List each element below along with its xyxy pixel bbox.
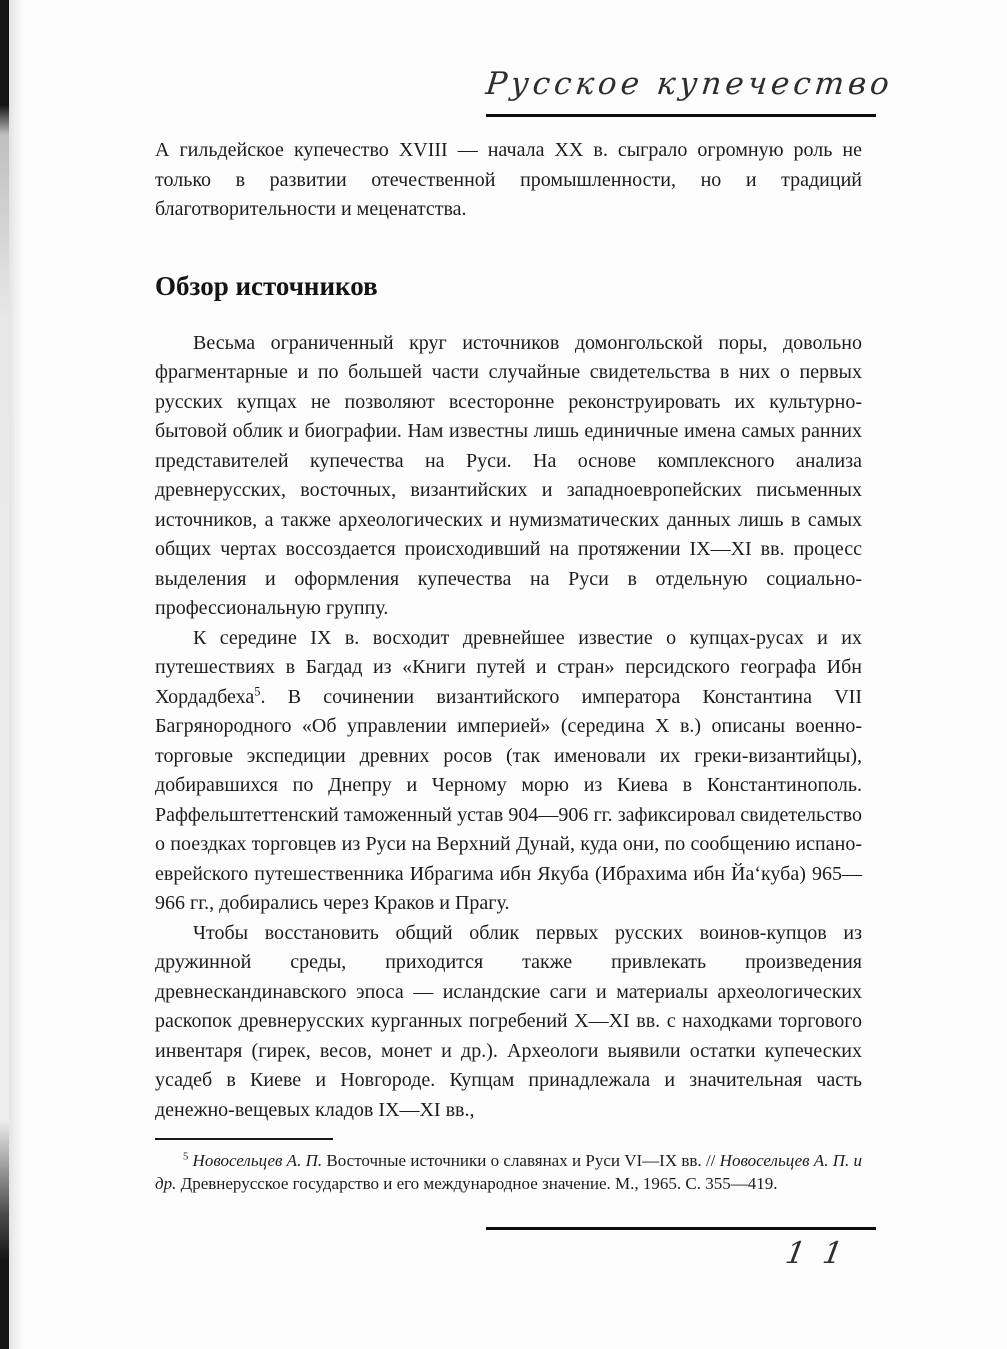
intro-paragraph: А гильдейское купечество XVIII — начала XX в. сыграло огромную роль не только в развитии отечественной промышленности, но и традиций благотворительности и меценатства. <box>155 139 862 220</box>
footer-rule <box>486 1227 876 1230</box>
paragraph-earliest-records <box>155 624 862 919</box>
footnote-text-1: Восточные источники о славянах и Руси VI—IX вв. // <box>322 1151 720 1170</box>
page-number: 11 <box>782 1236 864 1271</box>
scan-edge-shadow-soft <box>9 0 23 1349</box>
header-rule <box>486 114 876 117</box>
running-head: Русское купечество <box>484 66 895 102</box>
section-heading: Обзор источников <box>155 270 378 301</box>
footnote-block <box>155 1138 862 1195</box>
paragraph-warrior-merchants: Чтобы восстановить общий облик первых русских воинов-купцов из дружинной среды, приходится также привлекать произведения древнескандинавского эпоса — исландские саги и материалы археологических раскопок древнерусских курганных погребений X—XI вв. с находками торгового инвентаря (гирек, весов, монет и др.). Археологи выявили остатки купеческих усадеб в Киеве и Новгороде. Купцам принадлежала и значительная часть денежно-вещевых кладов IX—XI вв., <box>155 921 862 1121</box>
footnote-reference-marker: 5 <box>254 683 261 698</box>
paragraph-sources-overview: Весьма ограниченный круг источников домонгольской поры, довольно фрагментарные и по большей части случайные свидетельства в них о первых русских купцах не позволяют всесторонне реконструировать их культурно-бытовой облик и биографии. Нам известны лишь единичные имена самых ранних представителей купечества на Руси. На основе комплексного анализа древнерусских, восточных, византийских и западноевропейских письменных источников, а также археологических и нумизматических данных лишь в самых общих чертах воссоздается происходивший на протяжении IX—XI вв. процесс выделения и оформления купечества на Руси в отдельную социально-профессиональную группу. <box>155 331 862 619</box>
footnote-author-1: Новосельцев А. П. <box>192 1151 323 1170</box>
footnote <box>155 1149 862 1195</box>
footnote-author-2: Новосельцев А. П. и др. <box>155 1151 863 1193</box>
page-content <box>155 136 862 1125</box>
footnote-text-2: Древнерусское государство и его международное значение. М., 1965. С. 355—419. <box>176 1174 778 1193</box>
scan-edge-shadow <box>0 0 9 1349</box>
paragraph-earliest-records-text-after: . В сочинении византийского императора Константина VII Багрянородного «Об управлении империей» (середина X в.) описаны военно-торговые экспедиции древних росов (так именовали их греки-византийцы), добиравшихся по Днепру и Черному морю из Киева в Константинополь. Раффельштеттенский таможенный устав 904—906 гг. зафиксировал свидетельство о поездках торговцев из Руси на Верхний Дунай, куда они, по сообщению испано-еврейского путешественника Ибрагима ибн Якуба (Ибрахима ибн Йаʻкуба) 965—966 гг., добирались через Краков и Прагу. <box>155 685 862 914</box>
footnote-marker: 5 <box>183 1151 189 1163</box>
paragraph-earliest-records-text-before: К середине IX в. восходит древнейшее известие о купцах-русах и их путешествиях в Багдад из «Книги путей и стран» персидского географа Ибн Хордадбеха <box>155 626 862 708</box>
footnote-separator-rule <box>155 1138 333 1140</box>
